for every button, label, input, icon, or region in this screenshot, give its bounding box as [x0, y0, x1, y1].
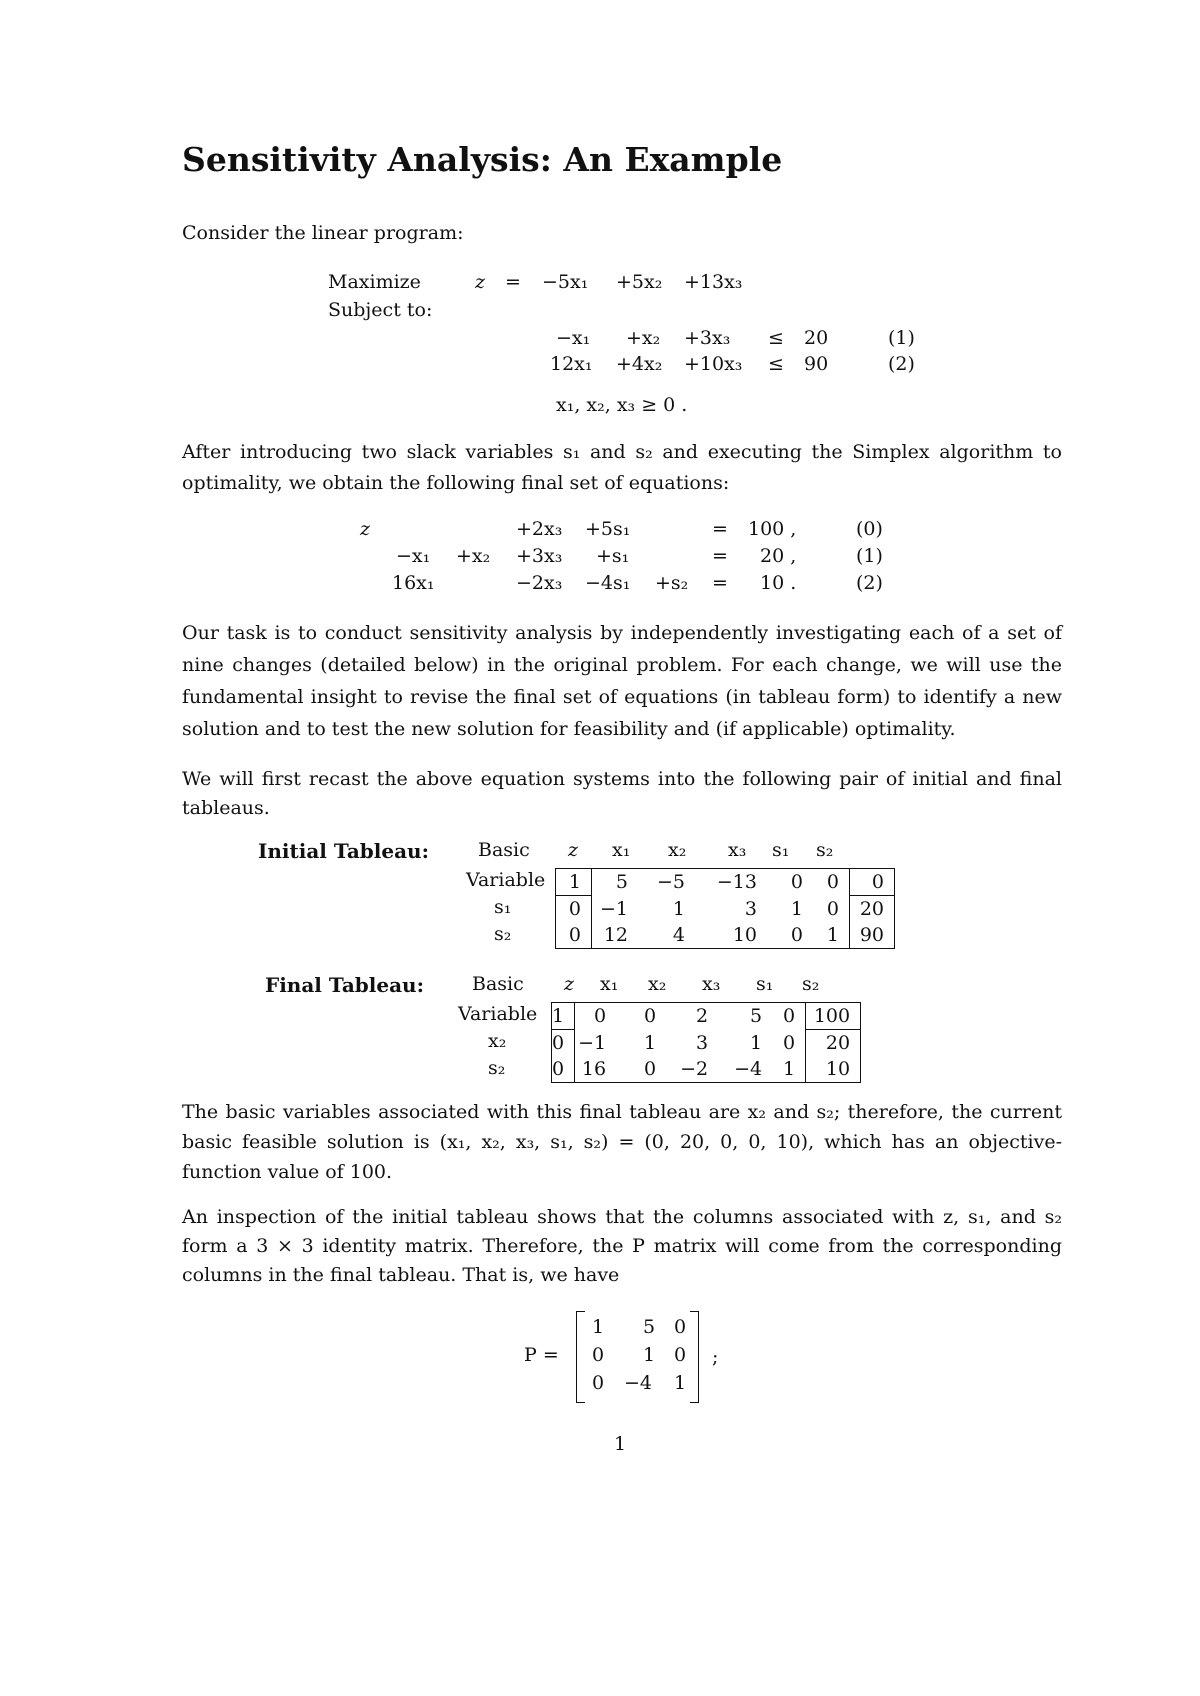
tableau-cell: −1	[599, 897, 628, 920]
equation-term: 20 ,	[760, 545, 797, 567]
initial-tableau-grid	[555, 868, 895, 949]
tableau-cell: 0	[813, 896, 850, 923]
tableau-cell: 1	[813, 922, 850, 949]
tableau-cell: 10	[695, 922, 767, 949]
tableau-row	[556, 896, 895, 923]
equation-term: =	[712, 545, 728, 567]
equation-term: 16x₁	[392, 572, 435, 594]
row-basic-label: s₂	[494, 923, 512, 945]
column-header: x₂	[648, 973, 667, 995]
equation-term: +s₂	[655, 572, 689, 594]
row-basic-label: s₁	[494, 896, 512, 918]
tableau-cell: 1	[672, 897, 685, 920]
tableau-cell: 1	[552, 1003, 575, 1030]
equation-term: −4s₁	[585, 572, 631, 594]
matrix-cell: 0	[592, 1372, 605, 1394]
tableau-cell: 2	[666, 1003, 718, 1030]
text-line: solution and to test the new solution for feasibility and (if applicable) optimality.	[182, 718, 956, 740]
tableau-cell: 1	[644, 1031, 657, 1054]
text-line: We will first recast the above equation systems into the following pair of initial and final	[182, 768, 1062, 790]
basic-header: Basic	[478, 839, 530, 861]
matrix-name: P =	[524, 1344, 559, 1366]
equation-label: (2)	[856, 572, 883, 594]
equation-term: +s₁	[596, 545, 630, 567]
tableau-cell: 0	[552, 1030, 575, 1057]
tableau-cell: 5	[718, 1003, 772, 1030]
page-number: 1	[614, 1433, 627, 1455]
paragraph-basic-variables	[182, 1097, 1062, 1187]
tableau-row	[552, 1003, 861, 1030]
tableau-cell: 0	[556, 922, 592, 949]
tableau-cell: 1	[750, 1031, 763, 1054]
tableau-cell: 0	[850, 869, 895, 896]
text-line: columns in the final tableau. That is, we have	[182, 1264, 620, 1286]
constraint-label: (1)	[888, 327, 915, 349]
tableau-cell: 1	[790, 897, 803, 920]
tableau-cell: 0	[575, 1003, 617, 1030]
constraint-term: +4x₂	[616, 353, 663, 375]
equation-term: 100 ,	[748, 518, 797, 540]
text-line: nine changes (detailed below) in the original problem. For each change, we will use the	[182, 654, 1062, 676]
equation-term: +5s₁	[585, 518, 631, 540]
tableau-row	[552, 1030, 861, 1057]
matrix-cell: 1	[643, 1344, 656, 1366]
tableau-row	[556, 869, 895, 896]
constraint-term: 20	[804, 327, 829, 349]
equation-term: +2x₃	[516, 518, 563, 540]
text-line: basic feasible solution is (x₁, x₂, x₃, s₁, s₂) = (0, 20, 0, 0, 10), which has an objective-	[182, 1131, 1062, 1153]
column-header: x₃	[702, 973, 721, 995]
tableau-cell: 5	[592, 869, 639, 896]
matrix-cell: 1	[674, 1372, 687, 1394]
equation-term: =	[712, 518, 728, 540]
column-header: x₁	[612, 839, 631, 861]
equation-term: −x₁	[396, 545, 431, 567]
constraint-term: −x₁	[556, 327, 591, 349]
equation-term: +x₂	[456, 545, 491, 567]
paragraph-inspection	[182, 1203, 1062, 1290]
tableau-cell: −1	[578, 1031, 607, 1054]
constraint-term: 90	[804, 353, 829, 375]
constraint-term: +10x₃	[684, 353, 743, 375]
text-line: fundamental insight to revise the final set of equations (in tableau form) to identify a new	[182, 686, 1062, 708]
tableau-cell: 0	[813, 869, 850, 896]
tableau-cell: −13	[695, 869, 767, 896]
tableau-cell: 0	[616, 1003, 666, 1030]
column-header: s₂	[816, 839, 834, 861]
matrix-cell: 0	[674, 1316, 687, 1338]
tableau-cell: 12	[592, 922, 639, 949]
final-tableau-label: Final Tableau:	[265, 973, 424, 997]
tableau-cell: 0	[767, 869, 813, 896]
equation-term: z	[360, 518, 371, 540]
left-bracket	[576, 1311, 585, 1403]
text-line: tableaus.	[182, 797, 270, 819]
constraint-term: 12x₁	[550, 353, 593, 375]
row-basic-label: s₂	[488, 1057, 506, 1079]
tableau-cell: 0	[772, 1030, 806, 1057]
tableau-cell: 0	[552, 1056, 575, 1083]
constraint-term: ≤	[768, 353, 784, 375]
tableau-cell: 20	[806, 1030, 861, 1057]
matrix-cell: 5	[643, 1316, 656, 1338]
final-tableau-grid	[551, 1002, 861, 1083]
tableau-cell: −5	[638, 869, 695, 896]
initial-tableau-label: Initial Tableau:	[258, 839, 429, 863]
nonnegativity: x₁, x₂, x₃ ≥ 0 .	[556, 394, 688, 416]
tableau-cell: 1	[556, 869, 592, 896]
tableau-cell: 4	[638, 922, 695, 949]
matrix-suffix: ;	[712, 1346, 719, 1368]
text-line: Our task is to conduct sensitivity analysis by independently investigating each of a set of	[182, 622, 1062, 644]
tableau-cell: 0	[772, 1003, 806, 1030]
constraint-term: +3x₃	[684, 327, 731, 349]
text-line: optimality, we obtain the following final set of equations:	[182, 472, 730, 494]
paragraph-task	[182, 617, 1062, 745]
tableau-cell: 100	[806, 1003, 861, 1030]
row-basic-label: x₂	[488, 1030, 507, 1052]
equation-label: (1)	[856, 545, 883, 567]
column-header: x₁	[600, 973, 619, 995]
column-header: z	[564, 973, 575, 995]
text-line: The basic variables associated with this final tableau are x₂ and s₂; therefore, the current	[182, 1101, 1062, 1123]
tableau-row	[552, 1056, 861, 1083]
tableau-row	[556, 922, 895, 949]
subject-to-label: Subject to:	[328, 299, 433, 321]
matrix-cell: 0	[674, 1344, 687, 1366]
column-header: x₃	[728, 839, 747, 861]
tableau-cell: 1	[772, 1056, 806, 1083]
tableau-cell: 3	[696, 1031, 709, 1054]
maximize-label: Maximize	[328, 271, 421, 293]
matrix-cell: 0	[592, 1344, 605, 1366]
text-line: An inspection of the initial tableau shows that the columns associated with z, s₁, and s₂	[182, 1206, 1062, 1228]
tableau-cell: 16	[575, 1056, 617, 1083]
tableau-cell: 20	[850, 896, 895, 923]
column-header: s₁	[772, 839, 790, 861]
equation-term: +3x₃	[516, 545, 563, 567]
variable-label: Variable	[458, 1003, 538, 1025]
tableau-cell: 0	[556, 896, 592, 923]
objective-term: −5x₁	[542, 271, 589, 293]
equation-label: (0)	[856, 518, 883, 540]
column-header: s₁	[756, 973, 774, 995]
text-line: function value of 100.	[182, 1161, 393, 1183]
objective-term: +13x₃	[684, 271, 743, 293]
objective-term: +5x₂	[616, 271, 663, 293]
column-header: z	[568, 839, 579, 861]
text-line: form a 3 × 3 identity matrix. Therefore, the P matrix will come from the corresponding	[182, 1235, 1062, 1257]
paragraph-slack	[182, 437, 1062, 499]
equation-term: 10 .	[760, 572, 797, 594]
tableau-cell: −2	[666, 1056, 718, 1083]
tableau-cell: −4	[718, 1056, 772, 1083]
text-line: After introducing two slack variables s₁ and s₂ and executing the Simplex algorithm to	[182, 441, 1062, 463]
matrix-cell: −4	[624, 1372, 653, 1394]
tableau-cell: 10	[806, 1056, 861, 1083]
variable-label: Variable	[466, 869, 546, 891]
intro-text: Consider the linear program:	[182, 222, 464, 244]
right-bracket	[690, 1311, 699, 1403]
tableau-cell: 0	[767, 922, 813, 949]
objective-term: =	[505, 271, 521, 293]
column-header: s₂	[802, 973, 820, 995]
paragraph-recast	[182, 765, 1062, 823]
equation-term: =	[712, 572, 728, 594]
objective-term: z	[475, 271, 486, 293]
column-header: x₂	[668, 839, 687, 861]
constraint-term: ≤	[768, 327, 784, 349]
equation-term: −2x₃	[516, 572, 563, 594]
basic-header: Basic	[472, 973, 524, 995]
constraint-term: +x₂	[626, 327, 661, 349]
tableau-cell: 0	[616, 1056, 666, 1083]
tableau-cell: 90	[850, 922, 895, 949]
matrix-cell: 1	[592, 1316, 605, 1338]
constraint-label: (2)	[888, 353, 915, 375]
page-title: Sensitivity Analysis: An Example	[182, 140, 783, 179]
tableau-cell: 3	[744, 897, 757, 920]
